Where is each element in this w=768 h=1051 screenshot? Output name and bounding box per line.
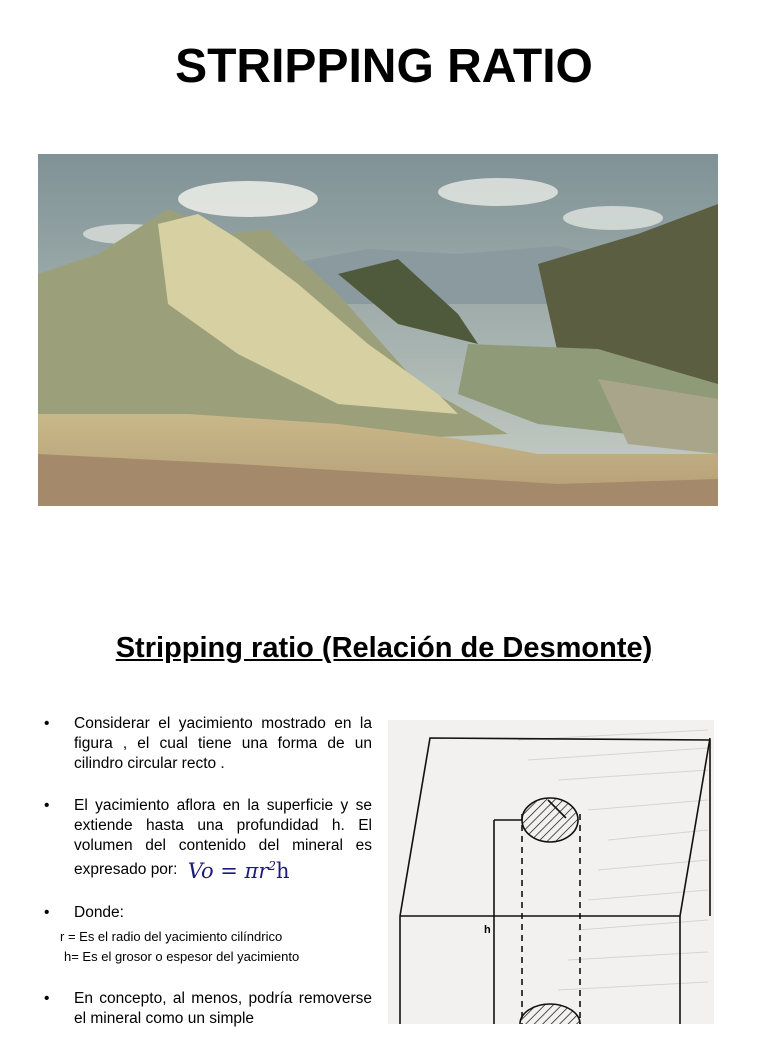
bullet-marker: • (44, 990, 50, 1007)
list-item (40, 903, 372, 967)
list-item (40, 714, 372, 774)
bullet-marker: • (44, 797, 50, 814)
volume-formula: $Vo = \pi r^2h$ (187, 859, 290, 883)
cylinder-deposit-diagram (388, 720, 714, 1024)
bullet-text: Considerar el yacimiento mostrado en la figura , el cual tiene una forma de un cilindro circular recto . (74, 715, 372, 772)
bullet-marker: • (44, 715, 50, 732)
definition-height: h= Es el grosor o espesor del yacimiento (64, 949, 300, 964)
section-title: Stripping ratio (Relación de Desmonte) (115, 632, 653, 664)
definition-radius: r = Es el radio del yacimiento cilíndrico (60, 929, 283, 944)
height-label: h (484, 924, 491, 936)
open-pit-mine-photo (38, 154, 718, 506)
bullet-list (40, 714, 372, 1051)
list-item (40, 989, 372, 1029)
bullet-text: En concepto, al menos, podría removerse el mineral como un simple (74, 990, 372, 1027)
block-diagram (388, 720, 714, 1024)
bullet-marker: • (44, 904, 50, 921)
slide-title: STRIPPING RATIO (175, 40, 593, 93)
bullet-text: Donde: (74, 904, 124, 921)
list-item (40, 796, 372, 881)
bullet-text: El yacimiento aflora en la superficie y se extiende hasta una profundidad h. El volumen del contenido del mineral es expresado por: (74, 797, 372, 878)
